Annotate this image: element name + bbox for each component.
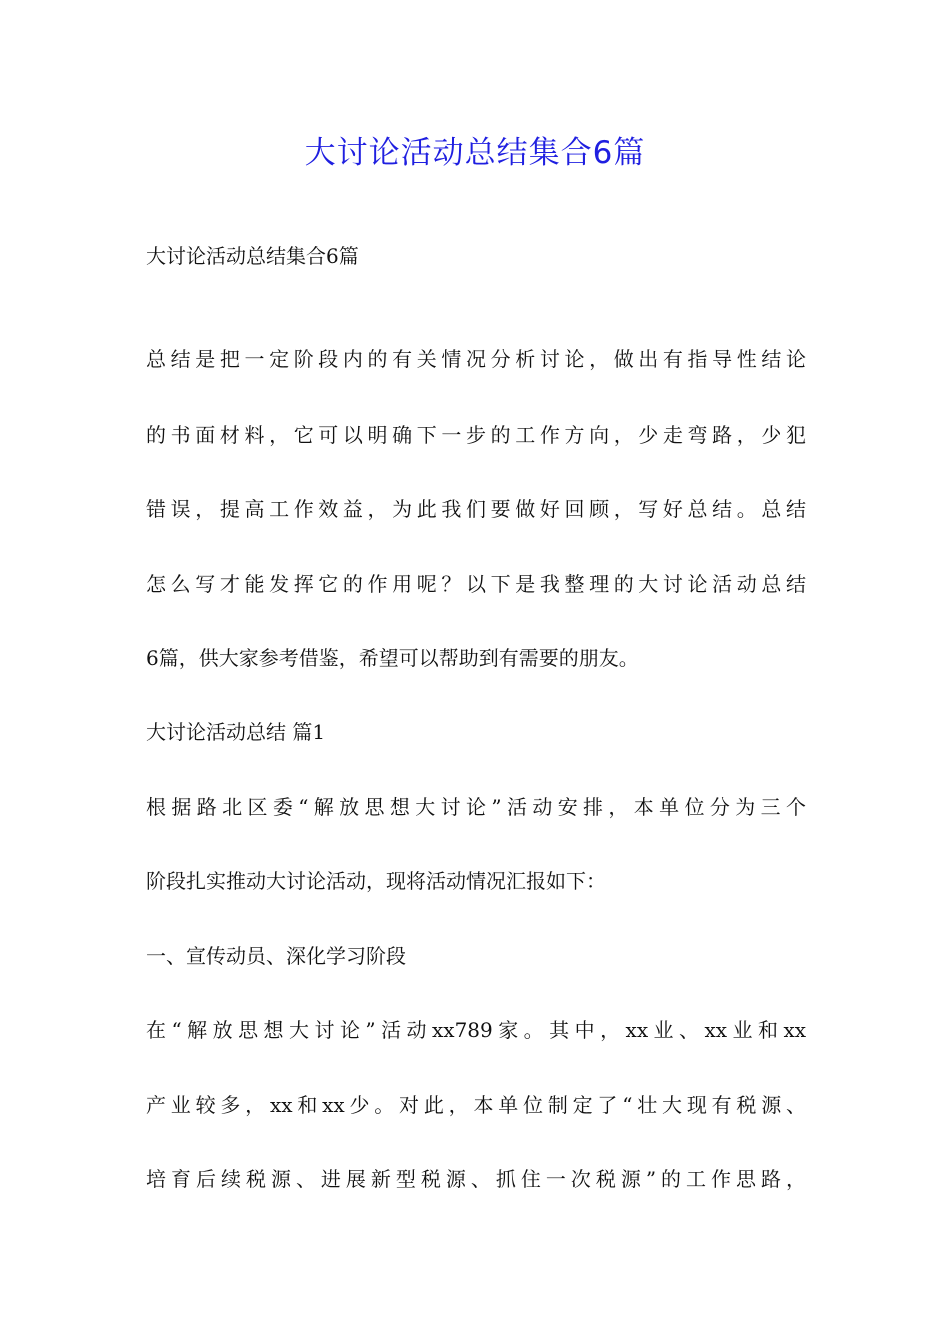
paragraph-line: 6篇，供大家参考借鉴，希望可以帮助到有需要的朋友。	[146, 646, 639, 670]
paragraph-line: 培育后续税源、进展新型税源、抓住一次税源”的工作思路，	[146, 1167, 806, 1191]
document-title: 大讨论活动总结集合6篇	[304, 135, 646, 171]
doc-subtitle-line: 大讨论活动总结集合6篇	[146, 244, 359, 268]
paragraph-line: 总结是把一定阶段内的有关情况分析讨论，做出有指导性结论	[146, 347, 806, 371]
paragraph-line: 根据路北区委“解放思想大讨论”活动安排，本单位分为三个	[146, 795, 806, 819]
paragraph-line: 怎么写才能发挥它的作用呢？以下是我整理的大讨论活动总结	[146, 572, 806, 596]
paragraph-line: 错误，提高工作效益，为此我们要做好回顾，写好总结。总结	[146, 497, 806, 521]
paragraph-line: 产业较多，xx和xx少。对此，本单位制定了“壮大现有税源、	[146, 1093, 806, 1117]
paragraph-line: 阶段扎实推动大讨论活动，现将活动情况汇报如下：	[146, 869, 606, 893]
section-heading: 一、宣传动员、深化学习阶段	[146, 944, 406, 968]
paragraph-line: 在“解放思想大讨论”活动xx789家。其中，xx业、xx业和xx	[146, 1018, 806, 1042]
section-heading: 大讨论活动总结 篇1	[146, 720, 326, 744]
paragraph-line: 的书面材料，它可以明确下一步的工作方向，少走弯路，少犯	[146, 423, 806, 447]
